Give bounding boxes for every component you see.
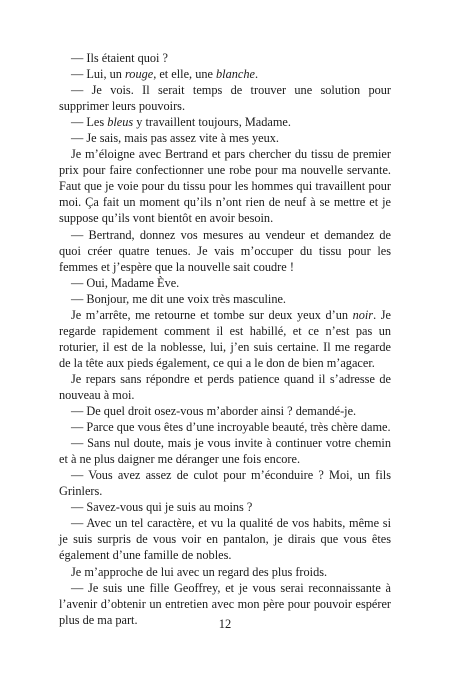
paragraph bbox=[59, 275, 391, 291]
paragraph bbox=[59, 403, 391, 419]
paragraph bbox=[59, 419, 391, 435]
paragraph bbox=[59, 82, 391, 114]
paragraph bbox=[59, 50, 391, 66]
paragraph bbox=[59, 66, 391, 82]
text-run: Je m’arrête, me retourne et tombe sur deux yeux d’un bbox=[71, 307, 353, 322]
paragraph bbox=[59, 227, 391, 275]
italic-run: bleus bbox=[107, 115, 134, 130]
text-run: Je repars sans répondre et perds patience quand il s’adresse de nouveau à moi. bbox=[59, 371, 391, 402]
paragraph bbox=[59, 307, 391, 371]
text-run: — Bonjour, me dit une voix très masculine. bbox=[71, 291, 287, 306]
text-run: , et elle, une bbox=[153, 67, 217, 82]
paragraph bbox=[59, 467, 391, 499]
paragraph bbox=[59, 114, 391, 130]
text-run: — Je sais, mais pas assez vite à mes yeux. bbox=[71, 131, 279, 146]
text-run: Je m’éloigne avec Bertrand et pars chercher du tissu de premier prix pour faire confectionner une robe pour ma nouvelle servante. Faut que je voie pour du tissu pour les hommes qui travaillent pour moi. Ça fait un moment qu’ils n’ont rien de neuf à se mettre et je suppose qu’ils vont bientôt en avoir besoin. bbox=[59, 147, 391, 226]
text-run: — Vous avez assez de culot pour m’éconduire ? Moi, un fils Grinlers. bbox=[59, 468, 391, 499]
text-run: — Ils étaient quoi ? bbox=[71, 51, 168, 65]
page-number: 12 bbox=[218, 617, 232, 631]
paragraph bbox=[59, 515, 391, 563]
body-text bbox=[59, 50, 391, 628]
paragraph bbox=[59, 435, 391, 467]
text-run: — Lui, un bbox=[71, 67, 125, 82]
paragraph bbox=[59, 146, 391, 226]
text-run: — Oui, Madame Ève. bbox=[71, 275, 180, 290]
text-run: Je m’approche de lui avec un regard des plus froids. bbox=[71, 564, 328, 579]
text-run: — Je suis une fille Geoffrey, et je vous serai reconnaissante à l’avenir d’obtenir un entretien avec mon père pour pouvoir espérer plus de ma part. bbox=[59, 580, 391, 627]
italic-run: blanche bbox=[216, 67, 255, 82]
paragraph bbox=[59, 130, 391, 146]
paragraph bbox=[59, 291, 391, 307]
text-run: . bbox=[254, 67, 259, 82]
italic-run: rouge bbox=[124, 67, 154, 82]
text-run: . Je regarde rapidement comment il est habillé, et ce n’est pas un roturier, il est de la noblesse, lui, j’en suis certaine. Il me regarde de la tête aux pieds également, ce qui a le don de bien m’agacer. bbox=[59, 307, 391, 370]
paragraph bbox=[59, 371, 391, 403]
text-run: y travaillent toujours, Madame. bbox=[133, 115, 291, 130]
text-run: — Bertrand, donnez vos mesures au vendeur et demandez de quoi créer quatre tenues. Je vais m’occuper du tissu pour les femmes et j’espère que la nouvelle sait coudre ! bbox=[59, 227, 391, 274]
text-run: — Je vois. Il serait temps de trouver une solution pour supprimer leurs pouvoirs. bbox=[59, 83, 391, 114]
text-run: — Parce que vous êtes d’une incroyable beauté, très chère dame. bbox=[71, 420, 391, 435]
text-run: — Les bbox=[71, 115, 108, 130]
text-run: — De quel droit osez-vous m’aborder ainsi ? demandé-je. bbox=[71, 404, 357, 419]
text-run: — Avec un tel caractère, et vu la qualité de vos habits, même si je suis surpris de vous voir en pantalon, je dirais que vous êtes également d’une famille de nobles. bbox=[59, 516, 391, 563]
paragraph bbox=[59, 564, 391, 580]
italic-run: noir bbox=[352, 307, 374, 322]
text-run: — Sans nul doute, mais je vous invite à continuer votre chemin et à ne plus daigner me déranger une fois encore. bbox=[59, 436, 391, 467]
text-run: — Savez-vous qui je suis au moins ? bbox=[71, 500, 253, 515]
paragraph bbox=[59, 499, 391, 515]
